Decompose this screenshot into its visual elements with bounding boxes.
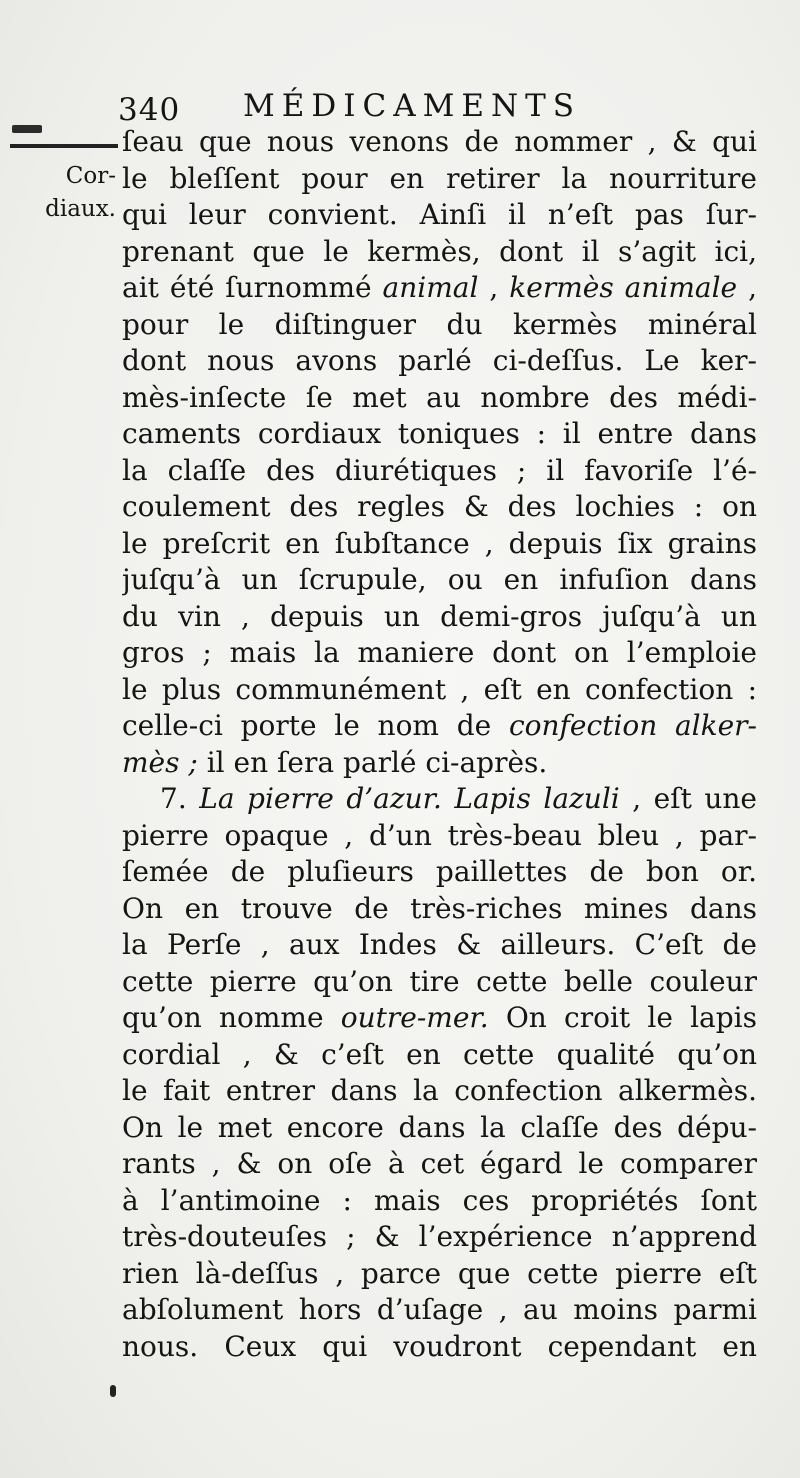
text-run: 7.: [160, 782, 200, 815]
text-run: très-douteuſes ; & l’expérience n’apprend: [122, 1220, 757, 1253]
margin-note: [8, 160, 116, 226]
page-number: 340: [118, 92, 181, 128]
text-line: [122, 964, 757, 1001]
text-run: il en ſera parlé ci-après.: [197, 745, 548, 779]
text-run: le preſcrit en ſubſtance , depuis ſix grains: [122, 526, 757, 560]
text-line: [122, 745, 757, 782]
italic-text: animal: [382, 271, 479, 304]
text-line: [122, 1183, 757, 1220]
text-run: celle-ci porte le nom de: [122, 709, 509, 742]
italic-text: confection alker-: [508, 709, 757, 742]
text-line: [122, 1329, 757, 1366]
text-line: [122, 599, 757, 636]
text-line: [122, 1146, 757, 1183]
text-line: [122, 526, 757, 563]
running-title: MÉDICAMENTS: [243, 88, 581, 124]
text-line: [122, 380, 757, 417]
text-run: le fait entrer dans la confection alkermès.: [122, 1074, 757, 1107]
text-run: , eſt une: [619, 782, 757, 815]
text-line: [122, 672, 757, 709]
text-run: abſolument hors d’uſage , au moins parmi: [122, 1293, 757, 1326]
text-line: [122, 1256, 757, 1293]
text-run: le plus communément , eſt en confection :: [122, 672, 757, 706]
printer-mark: [12, 125, 42, 133]
text-run: cordial , & c’eſt en cette qualité qu’on: [122, 1037, 757, 1071]
text-line: [122, 197, 757, 234]
text-line: [122, 1219, 757, 1256]
margin-note-line: diaux.: [45, 196, 116, 222]
text-run: juſqu’à un ſcrupule, ou en infuſion dans: [122, 563, 757, 596]
text-run: qu’on nomme: [122, 1001, 341, 1034]
text-line: [122, 124, 757, 161]
text-run: ait été ſurnommé: [122, 271, 383, 304]
text-line: [122, 562, 757, 599]
text-run: qui leur convient. Ainſi il n’eſt pas ſur-: [122, 198, 757, 231]
text-run: du vin , depuis un demi-gros juſqu’à un: [122, 599, 757, 633]
italic-text: outre-mer.: [340, 1001, 489, 1034]
text-line: [122, 818, 757, 855]
text-line: [122, 854, 757, 891]
text-line: [122, 161, 757, 198]
body-text: [122, 124, 757, 1365]
text-run: prenant que le kermès, dont il s’agit ici,: [122, 234, 757, 268]
text-run: gros ; mais la maniere dont on l’emploie: [122, 636, 757, 669]
text-line: [122, 1073, 757, 1110]
text-run: On le met encore dans la claſſe des dépu-: [122, 1110, 757, 1144]
text-run: On croit le lapis: [488, 1001, 757, 1034]
text-line: [122, 635, 757, 672]
text-line: [122, 1292, 757, 1329]
text-run: coulement des regles & des lochies : on: [122, 490, 757, 523]
margin-rule: [10, 144, 118, 148]
text-run: la claſſe des diurétiques ; il favoriſe l’é-: [122, 453, 757, 487]
text-run: nous. Ceux qui voudront cependant en: [122, 1329, 757, 1363]
text-run: mès-inſecte ſe met au nombre des médi-: [122, 380, 757, 414]
text-run: la Perſe , aux Indes & ailleurs. C’eſt de: [122, 928, 757, 961]
text-run: caments cordiaux toniques : il entre dans: [122, 417, 757, 450]
margin-note-line: Cor-: [65, 163, 116, 189]
text-line: [122, 1037, 757, 1074]
text-run: rants , & on oſe à cet égard le comparer: [122, 1147, 757, 1180]
text-run: le bleſſent pour en retirer la nourriture: [122, 161, 757, 195]
text-line: [122, 781, 757, 818]
text-run: ſeau que nous venons de nommer , & qui: [122, 125, 757, 158]
text-line: [122, 489, 757, 526]
text-run: ,: [737, 271, 757, 304]
italic-text: La pierre d’azur. Lapis lazuli: [199, 782, 620, 815]
text-line: [122, 927, 757, 964]
text-line: [122, 1000, 757, 1037]
italic-text: kermès animale: [509, 271, 738, 304]
text-line: [122, 270, 757, 307]
text-line: [122, 416, 757, 453]
text-line: [122, 708, 757, 745]
text-run: ,: [478, 271, 510, 304]
text-run: rien là-deſſus , parce que cette pierre eſt: [122, 1256, 757, 1290]
italic-text: mès ;: [122, 745, 198, 779]
text-line: [122, 453, 757, 490]
text-line: [122, 234, 757, 271]
text-run: ſemée de pluſieurs paillettes de bon or.: [122, 855, 757, 888]
ink-smudge: [110, 1385, 116, 1397]
text-run: pierre opaque , d’un très-beau bleu , par-: [122, 818, 757, 852]
text-line: [122, 307, 757, 344]
text-run: On en trouve de très-riches mines dans: [122, 891, 757, 925]
text-run: cette pierre qu’on tire cette belle couleur: [122, 964, 757, 998]
text-line: [122, 1110, 757, 1147]
text-run: pour le diſtinguer du kermès minéral: [122, 307, 757, 341]
text-run: à l’antimoine : mais ces propriétés ſont: [122, 1183, 757, 1217]
text-line: [122, 891, 757, 928]
text-run: dont nous avons parlé ci-deſſus. Le ker-: [122, 344, 757, 377]
text-line: [122, 343, 757, 380]
